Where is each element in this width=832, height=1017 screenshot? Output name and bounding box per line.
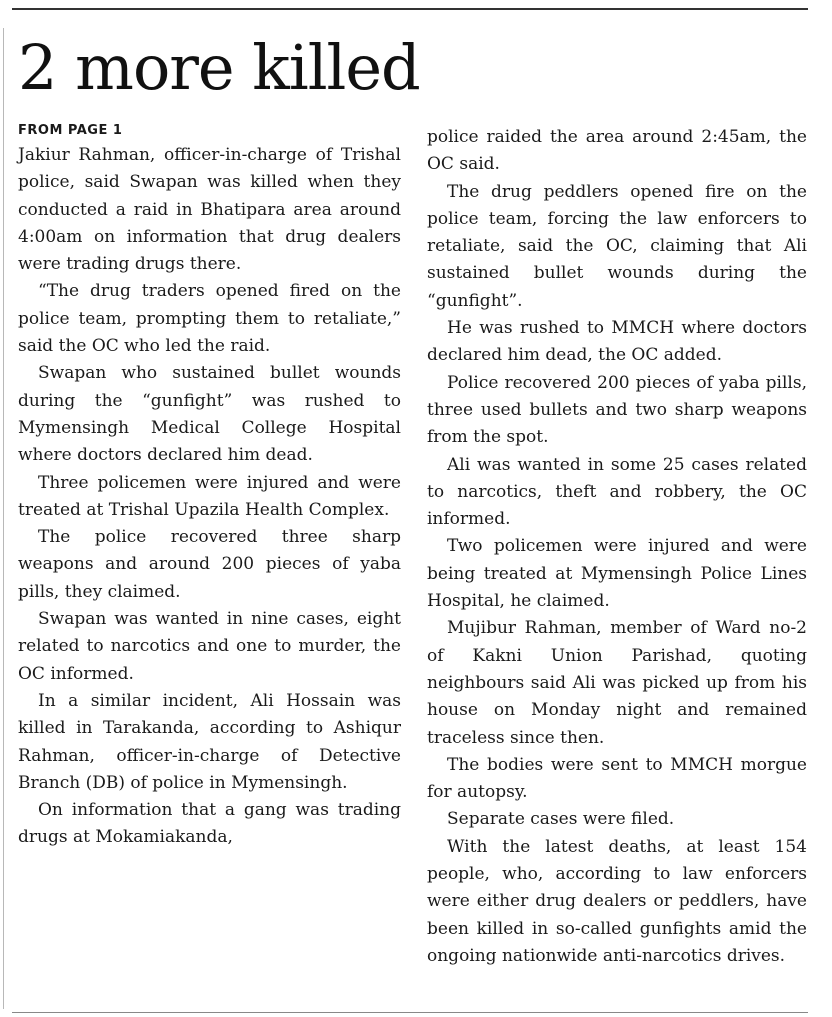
headline: 2 more killed [18,31,420,104]
paragraph: Separate cases were filed. [447,809,675,830]
paragraph: Two policemen were injured and were being treated at Mymensingh Police Lines Hospital, he claimed. [427,536,807,612]
paragraph: In a similar incident, Ali Hossain was killed in Tarakanda, according to Ashiqur Rahman, officer-in-charge of Detective Branch (DB) of police in Mymensingh. [18,690,401,793]
right-column [427,124,807,970]
paragraph: Three policemen were injured and were treated at Trishal Upazila Health Complex. [18,472,401,520]
paragraph: He was rushed to MMCH where doctors declared him dead, the OC added. [427,318,807,366]
paragraph: Police recovered 200 pieces of yaba pills, three used bullets and two sharp weapons from the spot. [427,372,807,448]
paragraph: The police recovered three sharp weapons and around 200 pieces of yaba pills, they claimed. [18,527,401,602]
paragraph: On information that a gang was trading drugs at Mokamiakanda, [18,800,401,848]
left-border-rule [3,28,4,1009]
paragraph: Ali was wanted in some 25 cases related to narcotics, theft and robbery, the OC informed. [427,454,807,530]
left-column [18,122,401,852]
paragraph: Swapan who sustained bullet wounds during the “gunfight” was rushed to Mymensingh Medical College Hospital where doctors declared him dead. [18,363,401,466]
bottom-rule [12,1012,808,1013]
paragraph: The drug peddlers opened fire on the police team, forcing the law enforcers to retaliate, said the OC, claiming that Ali sustained bullet wounds during the “gunfight”. [427,181,807,311]
kicker-from-page-1: FROM PAGE 1 [18,123,123,138]
paragraph: Jakiur Rahman, officer-in-charge of Trishal police, said Swapan was killed when they conducted a raid in Bhatipara area around 4:00am on information that drug dealers were trading drugs there. [18,145,401,275]
paragraph-continued: police raided the area around 2:45am, the OC said. [427,127,807,175]
paragraph: With the latest deaths, at least 154 people, who, according to law enforcers were either drug dealers or peddlers, have been killed in so-called gunfights amid the ongoing nationwide anti-narcotics drives. [427,836,807,966]
paragraph: The bodies were sent to MMCH morgue for autopsy. [427,754,807,803]
paragraph: Swapan was wanted in nine cases, eight related to narcotics and one to murder, the OC informed. [18,609,401,684]
paragraph: Mujibur Rahman, member of Ward no-2 of Kakni Union Parishad, quoting neighbours said Ali was picked up from his house on Monday night and remained traceless since then. [427,618,807,748]
paragraph: “The drug traders opened fired on the police team, prompting them to retaliate,” said the OC who led the raid. [18,281,401,357]
top-rule [12,8,808,10]
